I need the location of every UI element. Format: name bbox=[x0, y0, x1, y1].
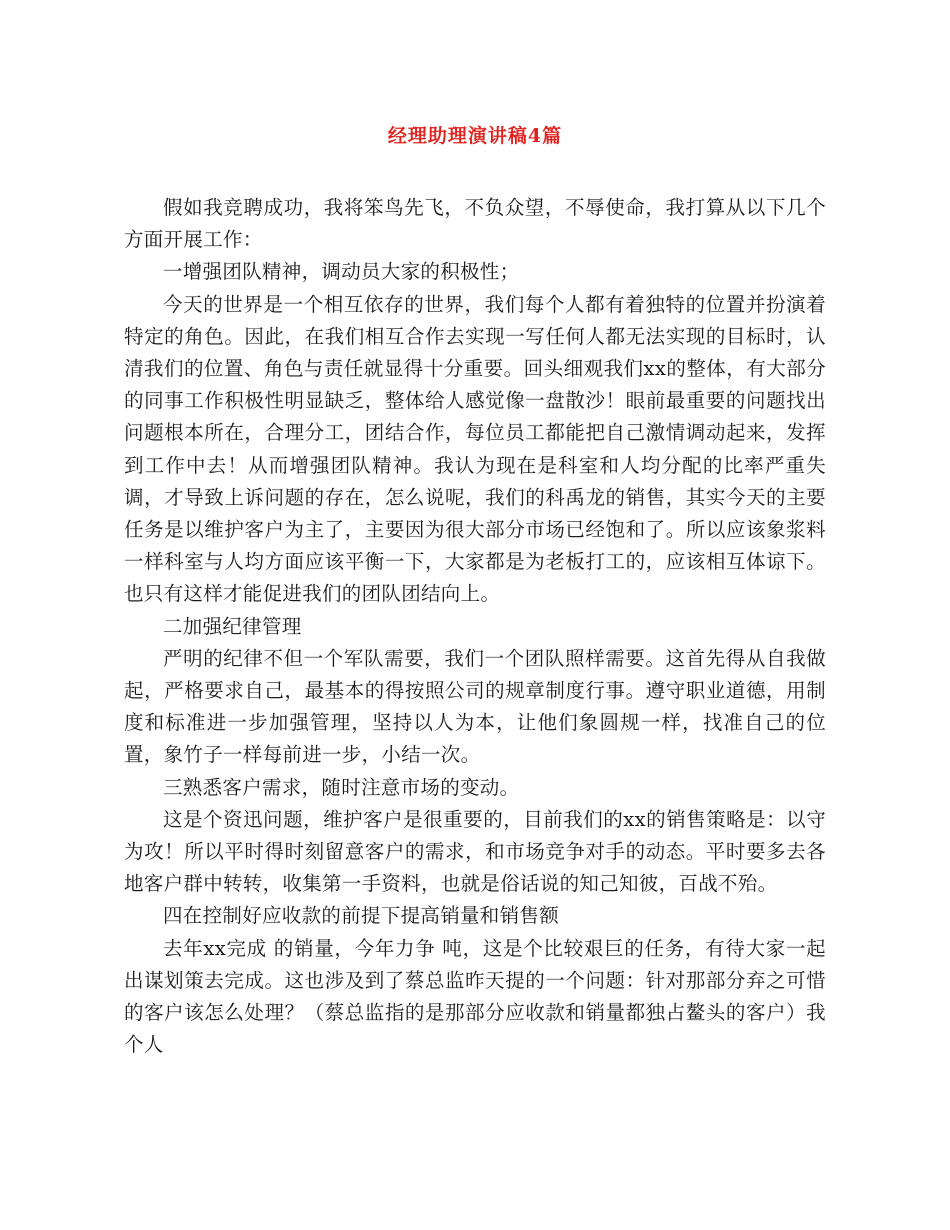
section-heading: 二加强纪律管理 bbox=[163, 614, 302, 638]
paragraph: 假如我竞聘成功，我将笨鸟先飞，不负众望，不辱使命，我打算从以下几个方面开展工作： bbox=[124, 196, 826, 252]
document-body bbox=[124, 192, 826, 1061]
paragraph: 去年xx完成 的销量，今年力争 吨，这是个比较艰巨的任务，有待大家一起出谋划策去完成。这也涉及到了蔡总监昨天提的一个问题：针对那部分弃之可惜的客户该怎么处理？（蔡总监指的是那部分应收款和销量都独占鳌头的客户）我个人 bbox=[124, 936, 826, 1057]
section-heading: 四在控制好应收款的前提下提高销量和销售额 bbox=[163, 904, 560, 928]
paragraph: 严明的纪律不但一个军队需要，我们一个团队照样需要。这首先得从自我做起，严格要求自己，最基本的得按照公司的规章制度行事。遵守职业道德，用制度和标准进一步加强管理，坚持以人为本，让他们象圆规一样，找准自己的位置，象竹子一样每前进一步，小结一次。 bbox=[124, 646, 826, 767]
section-heading: 一增强团队精神，调动员大家的积极性； bbox=[163, 260, 520, 284]
paragraph: 这是个资迅问题，维护客户是很重要的，目前我们的xx的销售策略是：以守为攻！所以平时得时刻留意客户的需求，和市场竞争对手的动态。平时要多去各地客户群中转转，收集第一手资料，也就是俗话说的知己知彼，百战不殆。 bbox=[124, 807, 826, 896]
paragraph: 今天的世界是一个相互依存的世界，我们每个人都有着独特的位置并扮演着特定的角色。因此，在我们相互合作去实现一写任何人都无法实现的目标时，认清我们的位置、角色与责任就显得十分重要。回头细观我们xx的整体，有大部分的同事工作积极性明显缺乏，整体给人感觉像一盘散沙！眼前最重要的问题找出问题根本所在，合理分工，团结合作，每位员工都能把自己激情调动起来，发挥到工作中去！从而增强团队精神。我认为现在是科室和人均分配的比率严重失调，才导致上诉问题的存在，怎么说呢，我们的科禹龙的销售，其实今天的主要任务是以维护客户为主了，主要因为很大部分市场已经饱和了。所以应该象浆料一样科室与人均方面应该平衡一下，大家都是为老板打工的，应该相互体谅下。也只有这样才能促进我们的团队团结向上。 bbox=[124, 292, 826, 606]
section-heading: 三熟悉客户需求，随时注意市场的变动。 bbox=[163, 775, 520, 799]
document-title: 经理助理演讲稿4篇 bbox=[387, 125, 563, 147]
